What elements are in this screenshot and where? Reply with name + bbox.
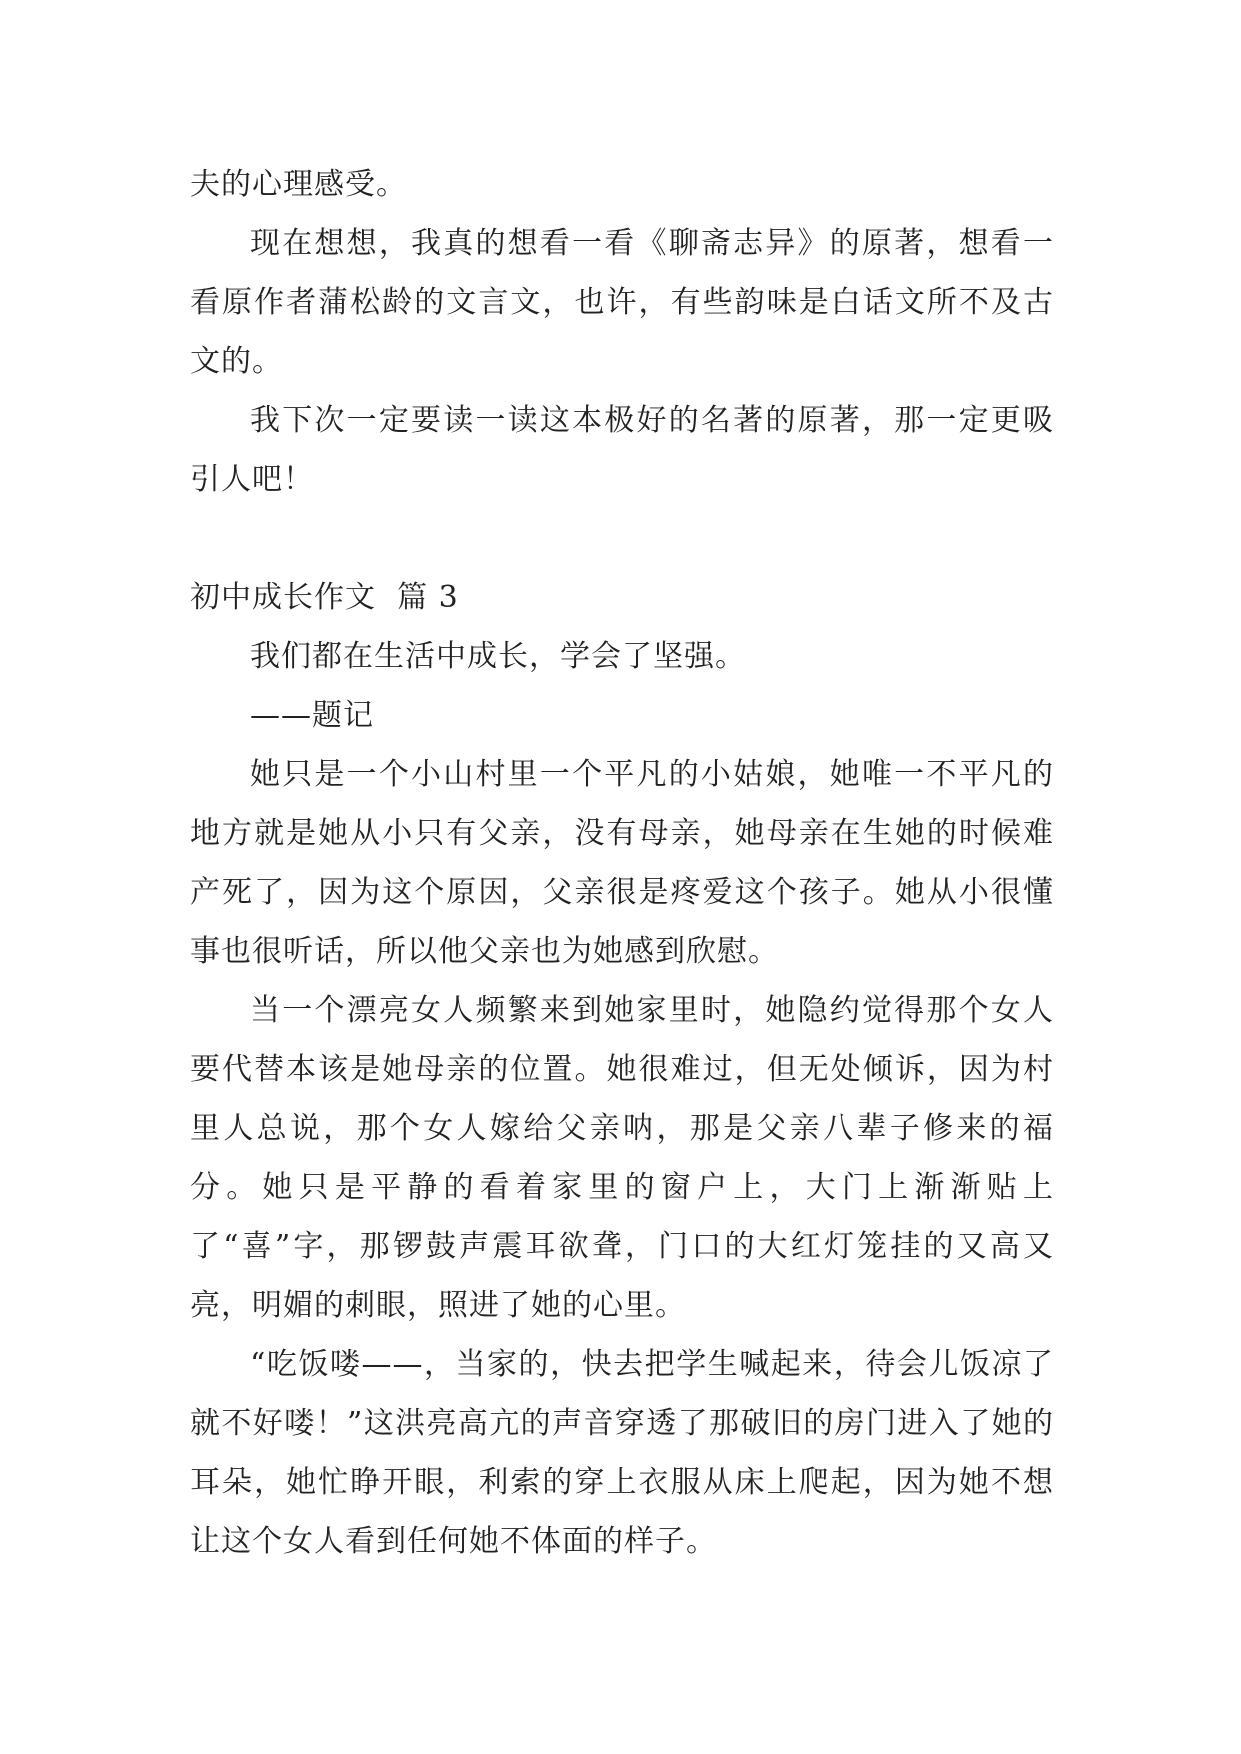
epigraph-attribution: ——题记 <box>250 698 374 733</box>
paragraph: 夫的心理感受。 <box>190 167 407 202</box>
section-heading: 初中成长作文 篇 3 <box>190 580 459 615</box>
paragraph: 现在想想，我真的想看一看《聊斋志异》的原著，想看一看原作者蒲松龄的文言文，也许，有些韵味是白话文所不及古文的。 <box>190 226 1054 379</box>
paragraph: 当一个漂亮女人频繁来到她家里时，她隐约觉得那个女人要代替本该是她母亲的位置。她很难过，但无处倾诉，因为村里人总说，那个女人嫁给父亲呐，那是父亲八辈子修来的福分。她只是平静的看着家里的窗户上，大门上渐渐贴上了“喜”字，那锣鼓声震耳欲聋，门口的大红灯笼挂的又高又亮，明媚的刺眼，照进了她的心里。 <box>190 993 1054 1323</box>
paragraph: “吃饭喽——，当家的，快去把学生喊起来，待会儿饭凉了就不好喽！”这洪亮高亢的声音穿透了那破旧的房门进入了她的耳朵，她忙睁开眼，利索的穿上衣服从床上爬起，因为她不想让这个女人看到任何她不体面的样子。 <box>190 1347 1054 1559</box>
paragraph: 我们都在生活中成长，学会了坚强。 <box>250 639 746 674</box>
paragraph: 我下次一定要读一读这本极好的名著的原著，那一定更吸引人吧！ <box>190 403 1054 497</box>
document-body <box>190 155 1054 1571</box>
paragraph: 她只是一个小山村里一个平凡的小姑娘，她唯一不平凡的地方就是她从小只有父亲，没有母亲，她母亲在生她的时候难产死了，因为这个原因，父亲很是疼爱这个孩子。她从小很懂事也很听话，所以他父亲也为她感到欣慰。 <box>190 757 1054 969</box>
